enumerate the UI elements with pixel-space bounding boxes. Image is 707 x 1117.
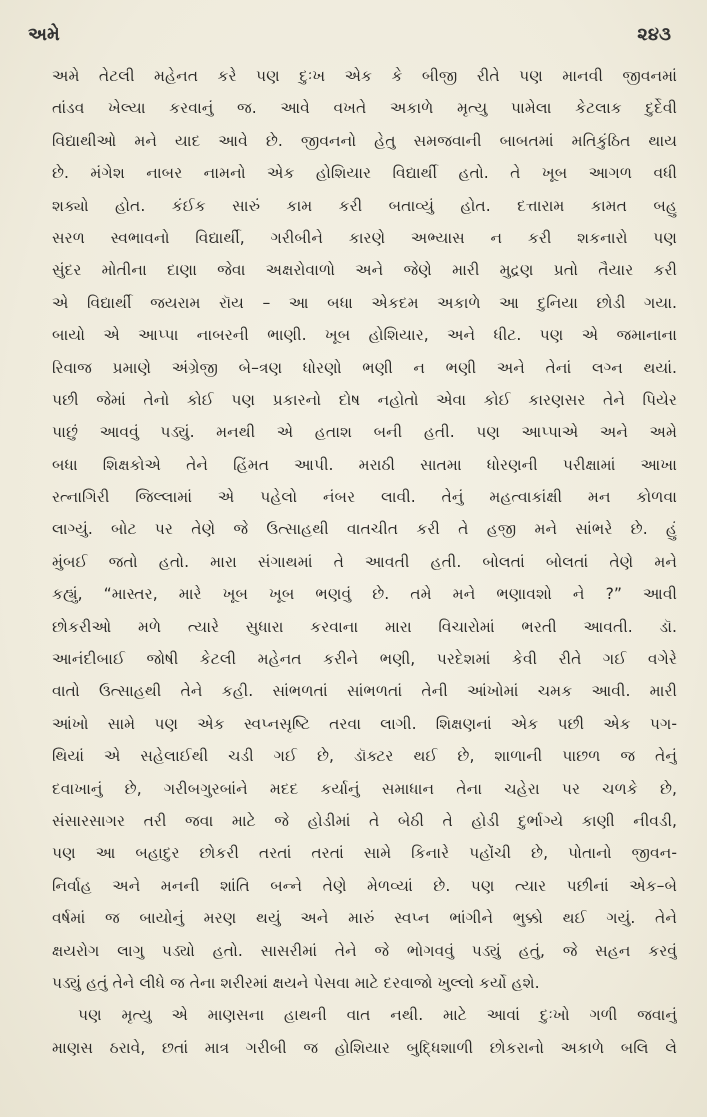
page-header [28,24,671,54]
text-line: પડ્યું હતું તેને લીધે જ તેના શરીરમાં ક્ષયને પેસવા માટે દરવાજો ખુલ્લો કર્યો હશે. [52,973,540,992]
text-line: રત્નાગિરી જિલ્લામાં એ પહેલો નંબર લાવી. તેનું મહત્વાકાંક્ષી મન કોળવા [52,488,677,507]
text-line: એ વિદ્યાર્થી જયરામ રૉય – આ બધા એકદમ અકાળે આ દુનિયા છોડી ગયા. [52,293,677,312]
text-line: છે. મંગેશ નાબર નામનો એક હોશિયાર વિદ્યાર્થી હતો. તે ખૂબ આગળ વધી [52,164,677,183]
text-line: સરળ સ્વભાવનો વિદ્યાર્થી, ગરીબીને કારણે અભ્યાસ ન કરી શકનારો પણ [52,228,677,247]
text-line: શક્યો હોત. કંઈક સારું કામ કરી બતાવ્યું હોત. દત્તારામ કામત બહુ [52,196,677,215]
page-number: ૨૪૩ [637,24,671,45]
text-line: માણસ ઠરાવે, છતાં માત્ર ગરીબી જ હોશિયાર બુદ્ધિશાળી છોકરાનો અકાળે બલિ લે [52,1038,677,1057]
text-line: આંખો સામે પણ એક સ્વપ્નસૃષ્ટિ તરવા લાગી. શિક્ષણનાં એક પછી એક પગ- [52,714,677,733]
text-line: પાછું આવવું પડ્યું. મનથી એ હતાશ બની હતી. પણ આપ્પાએ અને અમે [52,423,677,442]
text-line: રિવાજ પ્રમાણે અંગ્રેજી બે–ત્રણ ધોરણો ભણી ન ભણી અને તેનાં લગ્ન થયાં. [52,358,677,377]
text-line: લાગ્યું. બોટ પર તેણે જે ઉત્સાહથી વાતચીત કરી તે હજી મને સાંભરે છે. હું [52,520,677,539]
text-line: વાતો ઉત્સાહથી તેને કહી. સાંભળતાં સાંભળતાં તેની આંખોમાં ચમક આવી. મારી [52,682,677,701]
text-line: વિદ્યાથીઓ મને યાદ આવે છે. જીવનનો હેતુ સમજવાની બાબતમાં મતિકુંઠિત થાય [52,131,677,150]
body-text [52,60,677,1064]
text-line: સુંદર મોતીના દાણા જેવા અક્ષરોવાળો અને જેણે મારી મુદ્રણ પ્રતો તૈયાર કરી [52,261,677,280]
paragraph-1 [52,60,677,999]
text-line: બાયો એ આપ્પા નાબરની ભાણી. ખૂબ હોશિયાર, અને ધીટ. પણ એ જમાનાના [52,326,677,345]
text-line: વર્ષમાં જ બાયોનું મરણ થયું અને મારું સ્વપ્ન ભાંગીને ભુક્કો થઈ ગયું. તેને [52,909,677,928]
text-line: પછી જેમાં તેનો કોઈ પણ પ્રકારનો દોષ નહોતો એવા કોઈ કારણસર તેને પિયેર [52,390,677,409]
text-line: નિર્વાહ અને મનની શાંતિ બન્ને તેણે મેળવ્યાં છે. પણ ત્યાર પછીનાં એક–બે [52,876,677,895]
text-line: અમે તેટલી મહેનત કરે પણ દુઃખ એક કે બીજી રીતે પણ માનવી જીવનમાં [52,67,677,85]
running-head: અમે [28,24,60,45]
text-line: બધા શિક્ષકોએ તેને હિંમત આપી. મરાઠી સાતમા ધોરણની પરીક્ષામાં આખા [52,455,677,474]
text-line: પણ મૃત્યુ એ માણસના હાથની વાત નથી. માટે આવાં દુઃખો ગળી જવાનું [78,1006,677,1025]
text-line: મુંબઈ જતો હતો. મારા સંગાથમાં તે આવતી હતી. બોલતાં બોલતાં તેણે મને [52,552,677,571]
paragraph-2 [52,999,677,1064]
text-line: ક્ષયરોગ લાગુ પડ્યો હતો. સાસરીમાં તેને જે ભોગવવું પડ્યું હતું, જે સહન કરવું [52,941,677,960]
text-line: કહ્યું, “માસ્તર, મારે ખૂબ ખૂબ ભણવું છે. તમે મને ભણાવશો ને ?” આવી [52,585,677,604]
text-line: આનંદીબાઈ જોષી કેટલી મહેનત કરીને ભણી, પરદેશમાં કેવી રીતે ગઈ વગેરે [52,650,677,669]
text-line: પણ આ બહાદુર છોકરી તરતાં તરતાં સામે કિનારે પહોંચી છે, પોતાનો જીવન- [52,844,677,863]
text-line: દવાખાનું છે, ગરીબગુરબાંને મદદ કર્યાનું સમાધાન તેના ચહેરા પર ચળકે છે, [52,779,677,798]
text-line: છોકરીઓ મળે ત્યારે સુધારા કરવાના મારા વિચારોમાં ભરતી આવતી. ડૉ. [52,617,677,636]
text-line: સંસારસાગર તરી જવા માટે જે હોડીમાં તે બેઠી તે હોડી દુર્ભાગ્યે કાણી નીવડી, [52,811,677,830]
text-line: થિયાં એ સહેલાઈથી ચડી ગઈ છે, ડૉક્ટર થઈ છે, શાળાની પાછળ જ તેનું [52,747,677,766]
text-line: તાંડવ ખેલ્યા કરવાનું જ. આવે વખતે અકાળે મૃત્યુ પામેલા કેટલાક દુર્દેવી [52,99,677,118]
